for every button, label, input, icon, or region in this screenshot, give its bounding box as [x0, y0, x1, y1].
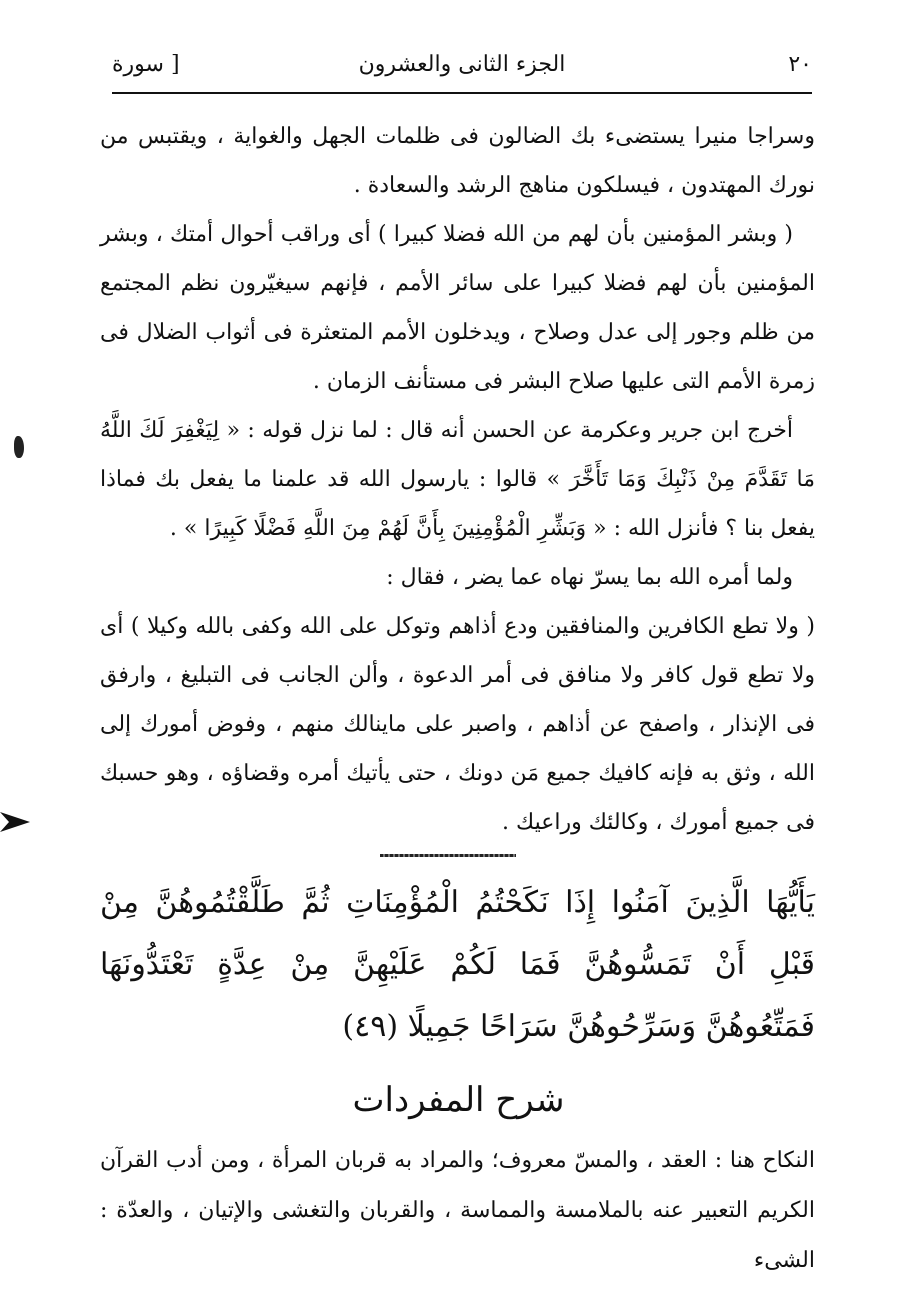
- running-title: الجزء الثانى والعشرون: [358, 52, 566, 77]
- scan-blot-mark: [0, 812, 30, 832]
- page-number: ٢٠: [788, 52, 812, 77]
- page-header: [112, 48, 812, 92]
- quran-verse: يَأَيُّهَا الَّذِينَ آمَنُوا إِذَا نَكَحْتُمُ الْمُؤْمِنَاتِ ثُمَّ طَلَّقْتُمُوهُنَّ مِنْ قَبْلِ أَنْ تَمَسُّوهُنَّ فَمَا لَكُمْ عَلَيْهِنَّ مِنْ عِدَّةٍ تَعْتَدُّونَهَا فَمَتِّعُوهُنَّ وَسَرِّحُوهُنَّ سَرَاحًا جَمِيلًا (٤٩): [100, 885, 815, 1044]
- paragraph-5: ( ولا تطع الكافرين والمنافقين ودع أذاهم وتوكل على الله وكفى بالله وكيلا ) أى ولا تطع قول كافر ولا منافق فى أمر الدعوة ، وألن الجانب فى التبليغ ، وارفق فى الإنذار ، واصفح عن أذاهم ، واصبر على ماينالك منهم ، وفوض أمورك إلى الله ، وثق به فإنه كافيك جميع مَن دونك ، حتى يأتيك أمره وقضاؤه ، وهو حسبك فى جميع أمورك ، وكالئك وراعيك .: [100, 614, 815, 835]
- paragraph-3: أخرج ابن جرير وعكرمة عن الحسن أنه قال : لما نزل قوله : « لِيَغْفِرَ لَكَ اللَّهُ مَا تَقَدَّمَ مِنْ ذَنْبِكَ وَمَا تَأَخَّرَ » قالوا : يارسول الله قد علمنا ما يفعل بك فماذا يفعل بنا ؟ فأنزل الله : « وَبَشِّرِ الْمُؤْمِنِينَ بِأَنَّ لَهُمْ مِنَ اللَّهِ فَضْلًا كَبِيرًا » .: [100, 418, 815, 541]
- glossary-text: النكاح هنا : العقد ، والمسّ معروف؛ والمراد به قربان المرأة ، ومن أدب القرآن الكريم التعبير عنه بالملامسة والمماسة ، والقربان والتغشى والإتيان ، والعدّة : الشىء: [100, 1148, 815, 1273]
- paragraph-2: ( وبشر المؤمنين بأن لهم من الله فضلا كبيرا ) أى وراقب أحوال أمتك ، وبشر المؤمنين بأن لهم فضلا كبيرا على سائر الأمم ، فإنهم سيغيّرون نظم المجتمع من ظلم وجور إلى عدل وصلاح ، ويدخلون الأمم المتعثرة فى أثواب الضلال فى زمرة الأمم التى عليها صلاح البشر فى مستأنف الزمان .: [100, 222, 815, 394]
- paragraph-4: ولما أمره الله بما يسرّ نهاه عما يضر ، فقال :: [386, 565, 793, 590]
- section-title: شرح المفردات: [352, 1080, 565, 1120]
- commentary-text: [100, 112, 815, 847]
- surah-label: [ سورة: [112, 52, 180, 77]
- section-separator: [380, 854, 516, 857]
- paragraph-1: وسراجا منيرا يستضىء بك الضالون فى ظلمات الجهل والغواية ، ويقتبس من نورك المهتدون ، فيسلكون مناهج الرشد والسعادة .: [100, 124, 815, 198]
- header-rule: [112, 92, 812, 94]
- scan-margin-mark: [14, 436, 24, 458]
